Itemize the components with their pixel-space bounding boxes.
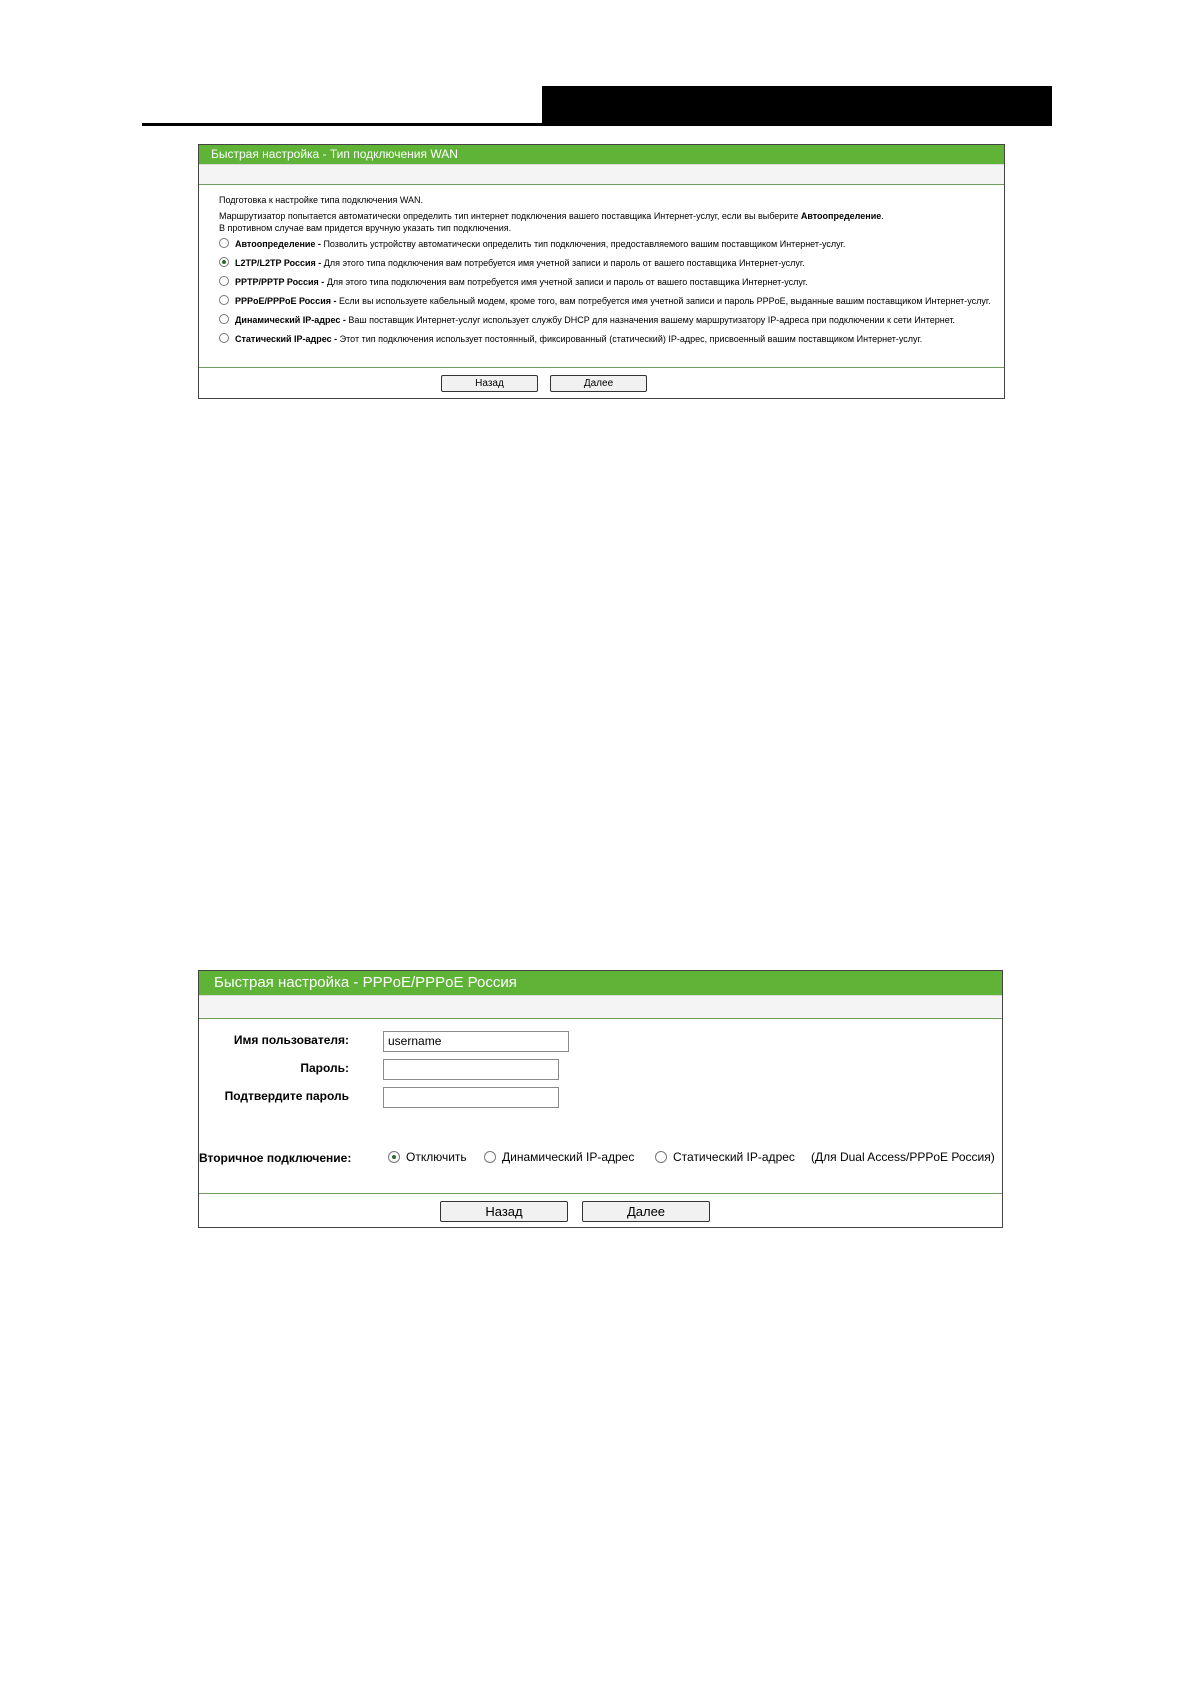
password-field[interactable] (383, 1059, 559, 1080)
option-desc: Для этого типа подключения вам потребуется имя учетной записи и пароль от вашего поставщика Интернет-услуг. (321, 258, 805, 268)
panel-footer-rule (199, 1193, 1002, 1194)
option-desc: Этот тип подключения использует постоянный, фиксированный (статический) IP-адрес, присвоенный вашим поставщиком Интернет-услуг. (337, 334, 923, 344)
wan-type-panel (198, 144, 1005, 399)
option-label: Автоопределение - (235, 239, 321, 249)
next-button[interactable]: Далее (550, 375, 647, 392)
option-desc: Ваш поставщик Интернет-услуг использует службу DHCP для назначения вашему маршрутизатору IP-адреса при подключении к сети Интернет. (345, 315, 956, 325)
secondary-note: (Для Dual Access/PPPoE Россия) (811, 1150, 995, 1164)
option-label: PPPoE/PPPoE Россия - (235, 296, 337, 306)
header-bar (542, 86, 1052, 126)
secondary-option-static-ip[interactable] (655, 1150, 795, 1164)
next-button[interactable]: Далее (582, 1201, 710, 1222)
radio-selected-icon[interactable] (219, 257, 229, 267)
intro-line-1: Подготовка к настройке типа подключения WAN. (219, 195, 424, 205)
option-desc: Если вы используете кабельный модем, кроме того, вам потребуется имя учетной записи и пароль PPPoE, выданные вашим поставщиком Интернет-услуг. (336, 296, 991, 306)
option-label: PPTP/PPTP Россия - (235, 277, 325, 287)
intro-text (219, 194, 999, 234)
option-label: Статический IP-адрес - (235, 334, 338, 344)
confirm-password-field[interactable] (383, 1087, 559, 1108)
option-static-ip[interactable] (219, 333, 922, 345)
option-label: Отключить (406, 1150, 467, 1164)
option-label: Статический IP-адрес (673, 1150, 795, 1164)
panel-subheader (199, 995, 1002, 1019)
option-pppoe[interactable] (219, 295, 991, 307)
confirm-password-label: Подтвердите пароль (224, 1089, 349, 1103)
panel-subheader (199, 164, 1004, 185)
option-dynamic-ip[interactable] (219, 314, 955, 326)
radio-icon[interactable] (655, 1151, 667, 1163)
radio-icon[interactable] (484, 1151, 496, 1163)
header-rule (142, 123, 542, 126)
pppoe-panel (198, 970, 1003, 1228)
option-desc: Для этого типа подключения вам потребуется имя учетной записи и пароль от вашего поставщика Интернет-услуг. (324, 277, 808, 287)
secondary-connection-label: Вторичное подключение: (199, 1151, 352, 1165)
option-l2tp[interactable] (219, 257, 805, 269)
intro-line-2 (219, 210, 999, 222)
username-label: Имя пользователя: (233, 1033, 349, 1047)
radio-icon[interactable] (219, 238, 229, 248)
secondary-option-dynamic-ip[interactable] (484, 1150, 634, 1164)
intro-line-2-bold: Автоопределение (800, 211, 882, 221)
option-desc: Позволить устройству автоматически определить тип подключения, предоставляемого вашим поставщиком Интернет-услуг. (320, 239, 846, 249)
option-pptp[interactable] (219, 276, 808, 288)
panel-title: Быстрая настройка - Тип подключения WAN (199, 145, 1004, 164)
radio-icon[interactable] (219, 333, 229, 343)
radio-icon[interactable] (219, 276, 229, 286)
password-label: Пароль: (300, 1061, 349, 1075)
option-label: Динамический IP-адрес (502, 1150, 635, 1164)
back-button[interactable]: Назад (440, 1201, 568, 1222)
username-field[interactable]: username (383, 1031, 569, 1052)
radio-selected-icon[interactable] (388, 1151, 400, 1163)
radio-icon[interactable] (219, 314, 229, 324)
radio-icon[interactable] (219, 295, 229, 305)
intro-line-3: В противном случае вам придется вручную указать тип подключения. (219, 223, 512, 233)
option-autodetect[interactable] (219, 238, 845, 250)
panel-title: Быстрая настройка - PPPoE/PPPoE Россия (199, 971, 1002, 995)
secondary-option-disable[interactable] (388, 1150, 467, 1164)
option-label: L2TP/L2TP Россия - (235, 258, 322, 268)
intro-line-2-end: . (881, 211, 884, 221)
panel-footer-rule (199, 367, 1004, 368)
option-label: Динамический IP-адрес - (235, 315, 346, 325)
intro-line-2-text: Маршрутизатор попытается автоматически определить тип интернет подключения вашего поставщика Интернет-услуг, если вы выберите (219, 211, 801, 221)
back-button[interactable]: Назад (441, 375, 538, 392)
